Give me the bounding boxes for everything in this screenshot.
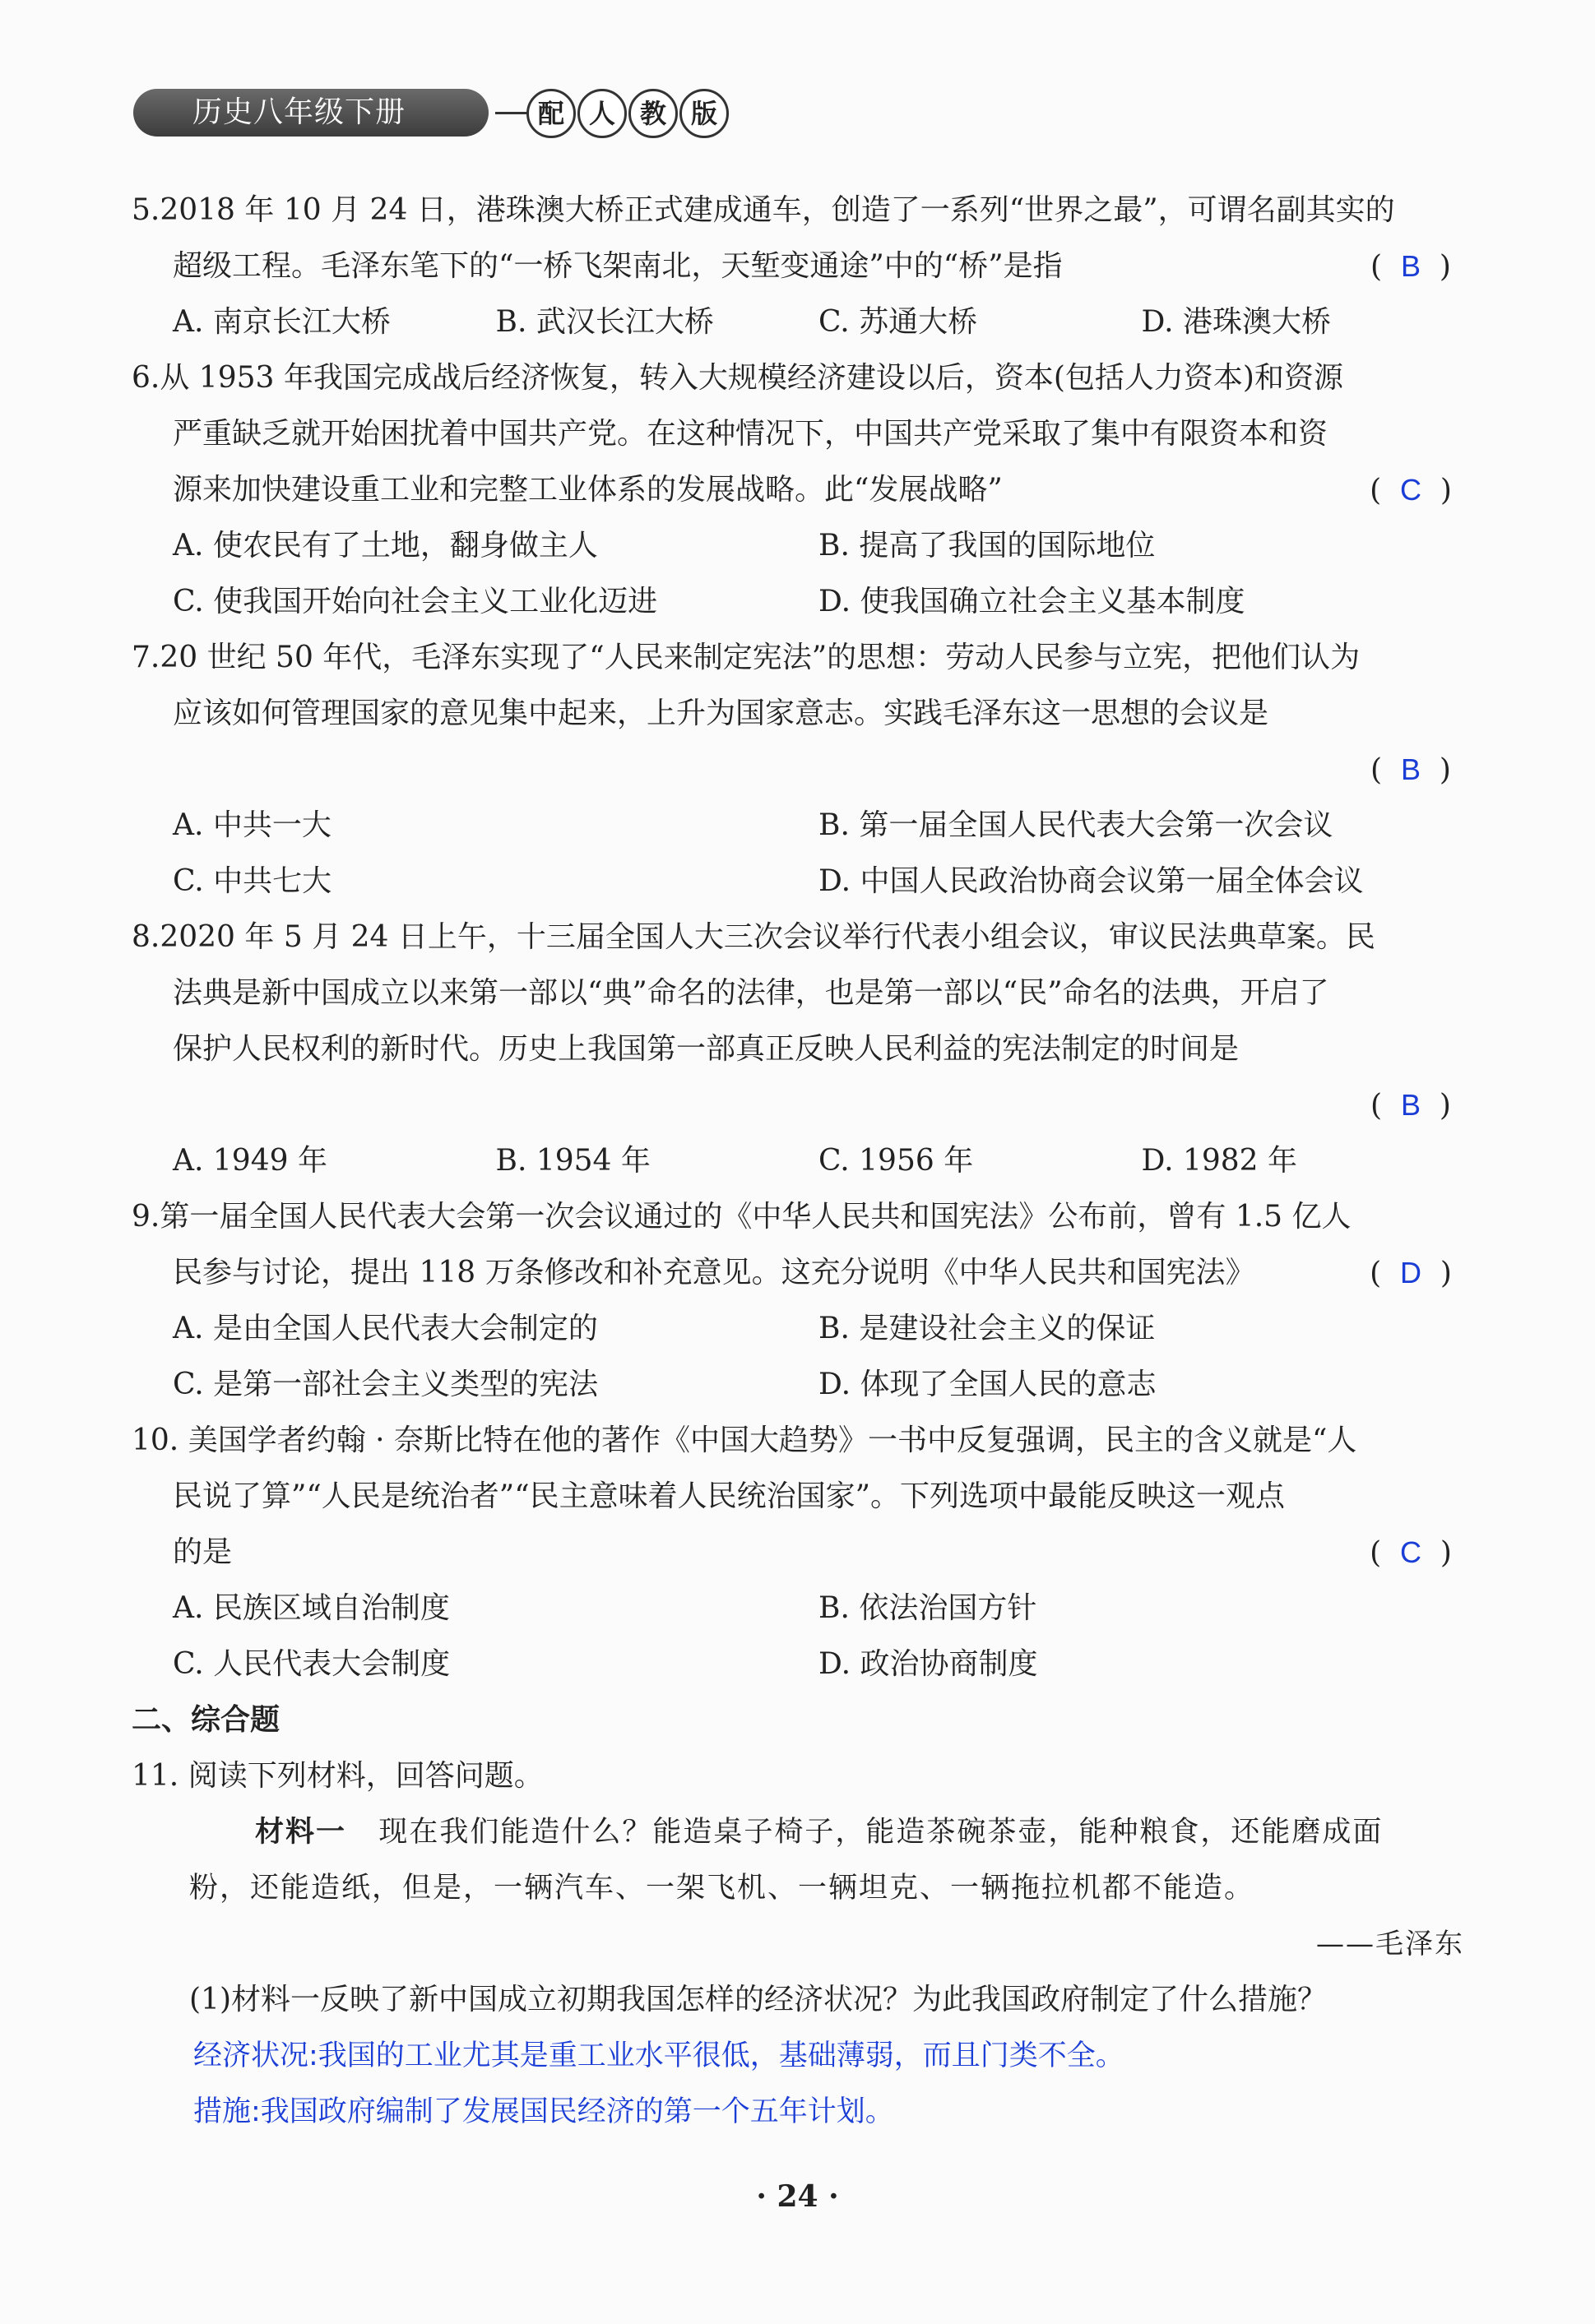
option: D. 1982 年 [1141,1144,1298,1178]
material-label: 材料一 [255,1816,347,1849]
option: D. 港珠澳大桥 [1141,305,1331,339]
answer-letter: B [1400,1088,1421,1122]
option: A. 中共一大 [173,808,332,842]
options-row [132,1133,1464,1189]
question-block [132,183,1464,350]
answer-letter: B [1400,249,1421,283]
answer-letter: D [1400,1256,1421,1289]
question-block [132,910,1464,1189]
edition-char: 人 [577,89,627,138]
answer-bracket: ( C ) [1370,473,1452,507]
question-text-line [132,1413,1464,1469]
question-text: 民参与讨论，提出 118 万条修改和补充意见。这充分说明《中华人民共和国宪法》 [173,1256,1255,1289]
options-row [132,574,1464,630]
question-block [132,350,1464,630]
question-text: 10. 美国学者约翰 · 奈斯比特在他的著作《中国大趋势》一书中反复强调，民主的含义就是“人 [132,1424,1357,1457]
question-block [132,1413,1464,1692]
option: B. 武汉长江大桥 [495,305,714,339]
question-text: 5.2018 年 10 月 24 日，港珠澳大桥正式建成通车，创造了一系列“世界之最”，可谓名副其实的 [132,193,1395,227]
question-text: 6.从 1953 年我国完成战后经济恢复，转入大规模经济建设以后，资本(包括人力资本)和资源 [132,361,1343,395]
answer-letter: C [1400,473,1421,507]
page-content [132,183,1464,2140]
question-block [132,630,1464,910]
material-1-continued: 粉，还能造纸，但是，一辆汽车、一架飞机、一辆坦克、一辆拖拉机都不能造。 [189,1872,1255,1905]
question-text-line [132,238,1464,294]
answer-line: 经济状况:我国的工业尤其是重工业水平很低，基础薄弱，而且门类不全。 [193,2039,1124,2072]
options-row [132,1357,1464,1413]
answer-bracket: ( B ) [1370,1088,1451,1123]
option: C. 中共七大 [173,864,332,898]
options-row [132,854,1464,910]
answer-line [132,742,1464,798]
question-text: 的是 [173,1535,233,1569]
page-header [133,89,742,140]
edition-char: 教 [628,89,678,138]
answer-line [132,1077,1464,1133]
answer-letter: C [1400,1535,1421,1569]
question-text: 应该如何管理国家的意见集中起来，上升为国家意志。实践毛泽东这一思想的会议是 [173,697,1269,730]
question-text-line [132,462,1464,518]
question-text-line [132,1525,1464,1581]
question-text: 9.第一届全国人民代表大会第一次会议通过的《中华人民共和国宪法》公布前，曾有 1.5 亿人 [132,1200,1352,1234]
question-text-line [132,1189,1464,1245]
option: B. 1954 年 [495,1144,651,1178]
answer-line: 措施:我国政府编制了发展国民经济的第一个五年计划。 [193,2095,894,2128]
options-row [132,1581,1464,1637]
question-text-line [132,965,1464,1021]
answer-bracket: ( B ) [1370,752,1451,787]
option: D. 中国人民政治协商会议第一届全体会议 [818,864,1364,898]
material-text: 现在我们能造什么？能造桌子椅子，能造茶碗茶壶，能种粮食，还能磨成面 [378,1816,1384,1849]
question-text-line [132,630,1464,686]
question-text-line [132,1245,1464,1301]
option: A. 1949 年 [173,1144,327,1178]
option: C. 1956 年 [818,1144,974,1178]
answer-bracket: ( D ) [1370,1256,1452,1290]
question-text-line [132,1021,1464,1077]
subject-title: 历史八年级下册 [133,89,489,137]
option: A. 南京长江大桥 [173,305,391,339]
option: A. 是由全国人民代表大会制定的 [173,1312,598,1345]
question-text-line [132,406,1464,462]
option: B. 提高了我国的国际地位 [818,529,1156,562]
options-row [132,518,1464,574]
question-text-line [132,1469,1464,1525]
option: C. 人民代表大会制度 [173,1647,451,1681]
question-text: 法典是新中国成立以来第一部以“典”命名的法律，也是第一部以“民”命名的法典，开启了 [173,976,1329,1010]
sub-question-1: (1)材料一反映了新中国成立初期我国怎样的经济状况？为此我国政府制定了什么措施？ [189,1983,1327,2016]
option: D. 政治协商制度 [818,1647,1038,1681]
question-text: 严重缺乏就开始困扰着中国共产党。在这种情况下，中国共产党采取了集中有限资本和资 [173,417,1328,451]
option: A. 使农民有了土地，翻身做主人 [173,529,598,562]
question-text: 源来加快建设重工业和完整工业体系的发展战略。此“发展战略” [173,473,1003,507]
multiple-choice-questions [132,183,1464,1692]
option: C. 苏通大桥 [818,305,978,339]
question-text: 保护人民权利的新时代。历史上我国第一部真正反映人民利益的宪法制定的时间是 [173,1032,1240,1066]
question-text: 民说了算”“人民是统治者”“民主意味着人民统治国家”。下列选项中最能反映这一观点 [173,1479,1286,1513]
section-title: 二、综合题 [132,1703,281,1737]
option: B. 依法治国方针 [818,1591,1037,1625]
answer-letter: B [1400,752,1421,786]
edition-char: 配 [526,89,576,138]
option: B. 第一届全国人民代表大会第一次会议 [818,808,1333,842]
option: A. 民族区域自治制度 [173,1591,450,1625]
question-text-line [132,350,1464,406]
option: B. 是建设社会主义的保证 [818,1312,1156,1345]
option: D. 使我国确立社会主义基本制度 [818,585,1245,618]
options-row [132,294,1464,350]
edition-char: 版 [679,89,729,138]
page-number: · 24 · [756,2179,839,2214]
question-text-line [132,910,1464,965]
question-11-stem: 11. 阅读下列材料，回答问题。 [132,1759,544,1793]
options-row [132,1637,1464,1692]
material-1 [132,1804,1464,1860]
answer-bracket: ( C ) [1370,1535,1452,1570]
question-text: 7.20 世纪 50 年代，毛泽东实现了“人民来制定宪法”的思想：劳动人民参与立宪，把他们认为 [132,641,1361,674]
option: D. 体现了全国人民的意志 [818,1368,1157,1401]
edition-badge [526,89,729,138]
options-row [132,798,1464,854]
question-text-line [132,686,1464,742]
question-text: 8.2020 年 5 月 24 日上午，十三届全国人大三次会议举行代表小组会议，审议民法典草案。民 [132,920,1375,954]
question-block [132,1189,1464,1413]
options-row [132,1301,1464,1357]
answer-bracket: ( B ) [1370,249,1451,284]
question-text-line [132,183,1464,238]
option: C. 是第一部社会主义类型的宪法 [173,1368,599,1401]
question-text: 超级工程。毛泽东笔下的“一桥飞架南北，天堑变通途”中的“桥”是指 [173,249,1063,283]
option: C. 使我国开始向社会主义工业化迈进 [173,585,658,618]
material-source: ——毛泽东 [1316,1928,1464,1961]
